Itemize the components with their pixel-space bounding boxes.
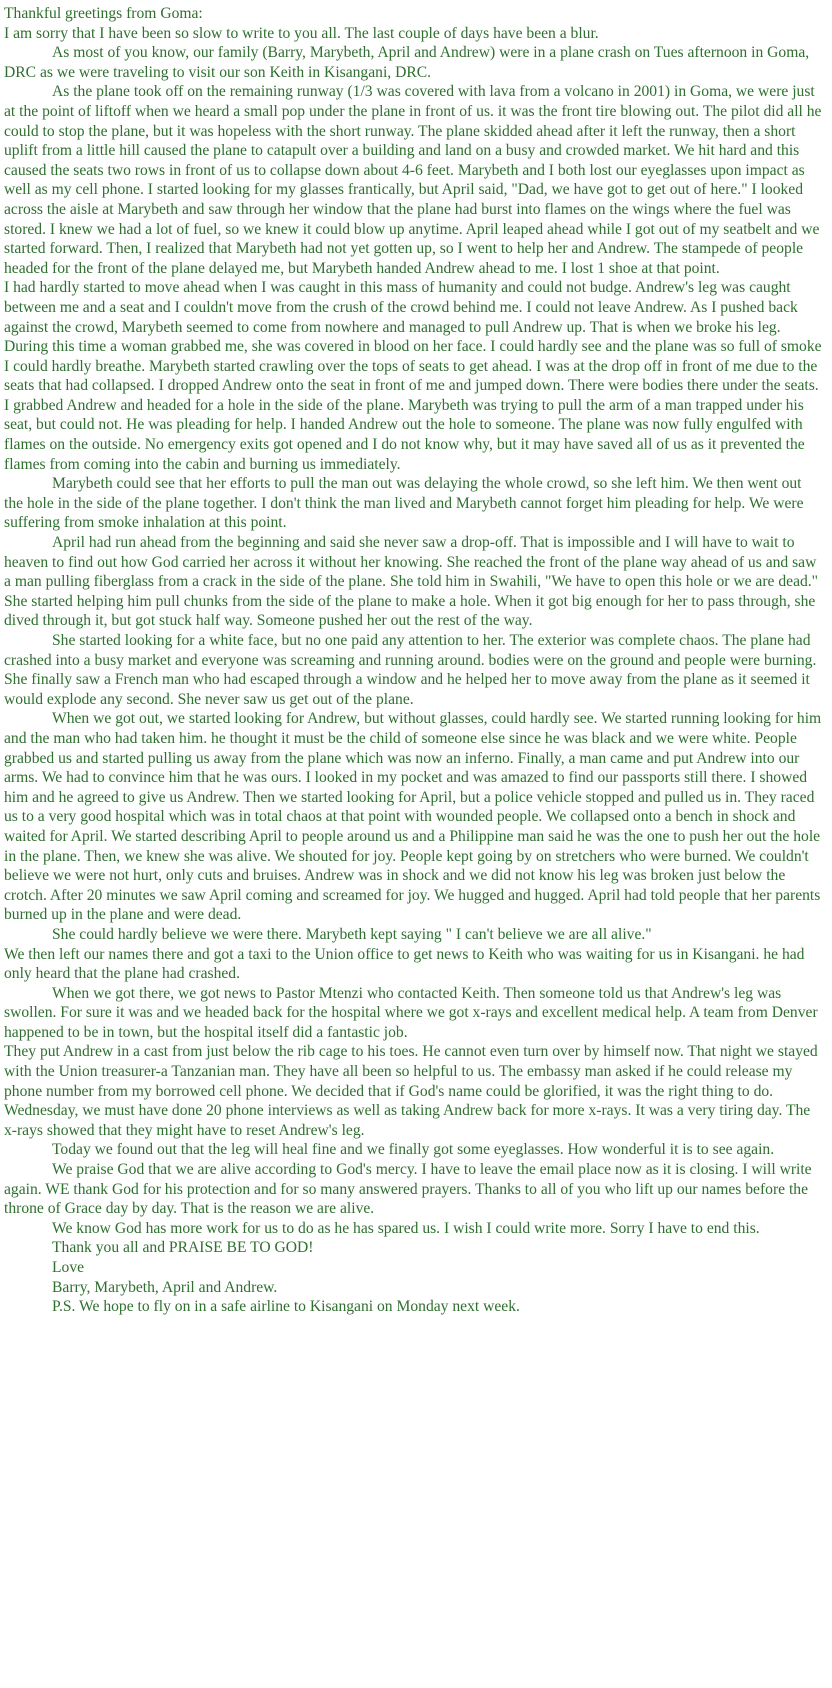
letter-postscript: P.S. We hope to fly on in a safe airline to Kisangani on Monday next week. [52, 1298, 520, 1316]
letter-paragraph: When we got out, we started looking for Andrew, but without glasses, could hardly see. We started running looking for him and the man who had taken him. he thought it must be the child of someone else since he was black and we were white. People grabbed us and started pulling us away from the plane which was now an inferno. Finally, a man came and put Andrew into our arms. We had to convince him that he was ours. I looked in my pocket and was amazed to find our passports still there. I showed him and he agreed to give us Andrew. Then we started looking for April, but a police vehicle stopped and pulled us in. They raced us to a very good hospital which was in total chaos at that point with wounded people. We collapsed onto a bench in shock and waited for April. We started describing April to people around us and a Philippine man said he was the one to push her out the hole in the plane. Then, we knew she was alive. We shouted for joy. People kept going by on stretchers who were burned. We couldn't believe we were not hurt, only cuts and bruises. Andrew was in shock and we did not know his leg was broken just below the crotch. After 20 minutes we saw April coming and screamed for joy. We hugged and hugged. April had told people that her parents burned up in the plane and were dead. [4, 710, 822, 924]
letter-signature: Barry, Marybeth, April and Andrew. [52, 1278, 278, 1296]
letter-paragraph: We praise God that we are alive according to God's mercy. I have to leave the email place now as it is closing. I will write again. WE thank God for his protection and for so many answered prayers. Thanks to all of you who lift up our names before the throne of Grace day by day. That is the reason we are alive. [4, 1161, 812, 1218]
letter-paragraph: She started looking for a white face, but no one paid any attention to her. The exterior was complete chaos. The plane had crashed into a busy market and everyone was screaming and running around. bodies were on the ground and people were burning. She finally saw a French man who had escaped through a window and he helped her to move away from the plane as it seemed it would explode any second. She never saw us get out of the plane. [4, 632, 817, 708]
letter-closing-thanks: Thank you all and PRAISE BE TO GOD! [52, 1239, 314, 1257]
letter-paragraph: April had run ahead from the beginning and said she never saw a drop-off. That is impossible and I will have to wait to heaven to find out how God carried her across it without her knowing. She reached the front of the plane way ahead of us and saw a man pulling fiberglass from a crack in the side of the plane. She told him in Swahili, "We have to open this hole or we are dead." She started helping him pull chunks from the side of the plane to make a hole. When it got big enough for her to pass through, she dived through it, but got stuck half way. Someone pushed her out the rest of the way. [4, 534, 819, 630]
letter-paragraph: They put Andrew in a cast from just below the rib cage to his toes. He cannot even turn over by himself now. That night we stayed with the Union treasurer-a Tanzanian man. They have all been so helpful to us. The embassy man asked if he could release my phone number from my borrowed cell phone. We decided that if God's name could be glorified, it was the right thing to do. Wednesday, we must have done 20 phone interviews as well as taking Andrew back for more x-rays. It was a very tiring day. The x-rays showed that they might have to reset Andrew's leg. [4, 1043, 818, 1139]
letter-paragraph: Today we found out that the leg will heal fine and we finally got some eyeglasses. How wonderful it is to see again. [52, 1141, 775, 1159]
letter-paragraph: When we got there, we got news to Pastor Mtenzi who contacted Keith. Then someone told us that Andrew's leg was swollen. For sure it was and we headed back for the hospital where we got x-rays and excellent medical help. A team from Denver happened to be in town, but the hospital itself did a fantastic job. [4, 984, 818, 1041]
letter-paragraph: I am sorry that I have been so slow to write to you all. The last couple of days have been a blur. [4, 24, 599, 42]
letter-paragraph: Marybeth could see that her efforts to pull the man out was delaying the whole crowd, so she left him. We then went out the hole in the side of the plane together. I don't think the man lived and Marybeth cannot forget him pleading for help. We were suffering from smoke inhalation at this point. [4, 475, 804, 532]
letter-paragraph: She could hardly believe we were there. Marybeth kept saying " I can't believe we are all alive." [52, 925, 652, 943]
letter-closing-love: Love [52, 1259, 85, 1276]
letter-paragraph: We then left our names there and got a taxi to the Union office to get news to Keith who was waiting for us in Kisangani. he had only heard that the plane had crashed. [4, 945, 805, 983]
letter-paragraph: As the plane took off on the remaining runway (1/3 was covered with lava from a volcano in 2001) in Goma, we were just at the point of liftoff when we heard a small pop under the plane in front of us. it was the front tire blowing out. The pilot did all he could to stop the plane, but it was hopeless with the short runway. The plane skidded ahead after it left the runway, then a short uplift from a little hill caused the plane to catapult over a building and land on a busy and crowded market. We hit hard and this caused the seats two rows in front of us to collapse down about 4-6 feet. Marybeth and I both lost our eyeglasses upon impact as well as my cell phone. I started looking for my glasses frantically, but April said, "Dad, we have got to get out of here." I looked across the aisle at Marybeth and saw through her window that the plane had burst into flames on the wings where the fuel was stored. I knew we had a lot of fuel, so we knew it could blow up anytime. April leaped ahead while I got out of my seatbelt and we started forward. Then, I realized that Marybeth had not yet gotten up, so I went to help her and Andrew. The stampede of people headed for the front of the plane delayed me, but Marybeth handed Andrew ahead to me. I lost 1 shoe at that point. [4, 83, 822, 277]
letter-greeting: Thankful greetings from Goma: [4, 5, 203, 22]
letter-paragraph: I had hardly started to move ahead when I was caught in this mass of humanity and could not budge. Andrew's leg was caught between me and a seat and I couldn't move from the crush of the crowd behind me. I could not leave Andrew. As I pushed back against the crowd, Marybeth seemed to come from nowhere and managed to pull Andrew up. That is when we broke his leg. During this time a woman grabbed me, she was covered in blood on her face. I could hardly see and the plane was so full of smoke I could hardly breathe. Marybeth started crawling over the tops of seats to get ahead. I was at the drop off in front of me due to the seats that had collapsed. I dropped Andrew onto the seat in front of me and jumped down. There were bodies there under the seats. I grabbed Andrew and headed for a hole in the side of the plane. Marybeth was trying to pull the arm of a man trapped under his seat, but could not. He was pleading for help. I handed Andrew out the hole to someone. The plane was now fully engulfed with flames on the outside. No emergency exits got opened and I do not know why, but it may have saved all of us as it prevented the flames from coming into the cabin and burning us immediately. [4, 279, 822, 473]
letter-paragraph: We know God has more work for us to do as he has spared us. I wish I could write more. Sorry I have to end this. [52, 1219, 760, 1237]
letter-paragraph: As most of you know, our family (Barry, Marybeth, April and Andrew) were in a plane crash on Tues afternoon in Goma, DRC as we were traveling to visit our son Keith in Kisangani, DRC. [4, 44, 810, 81]
